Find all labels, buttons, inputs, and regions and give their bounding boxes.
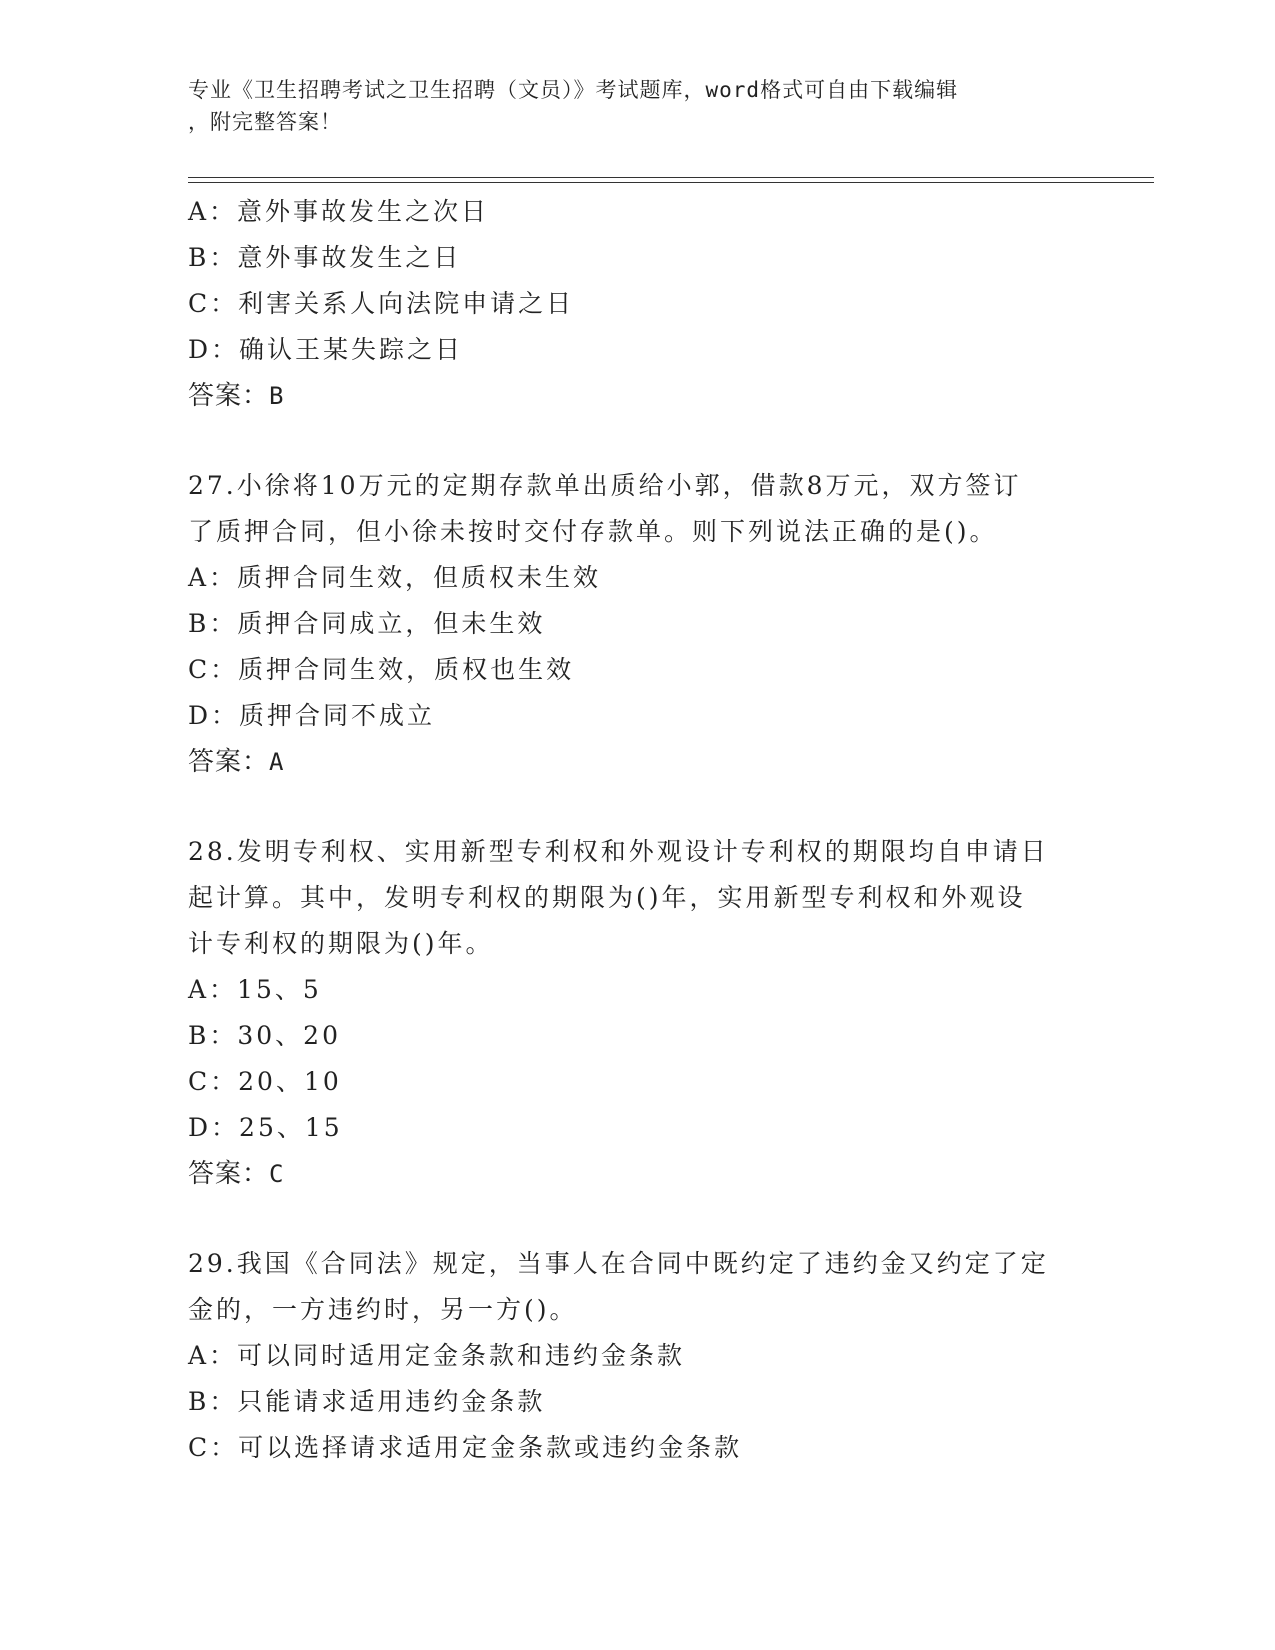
question-spacer xyxy=(188,785,1088,829)
option-d: D：25、15 xyxy=(188,1113,343,1142)
answer-value: B xyxy=(269,382,284,410)
option-a: A：质押合同生效，但质权未生效 xyxy=(188,563,602,592)
question-stem-line: 27.小徐将10万元的定期存款单出质给小郭，借款8万元，双方签订 xyxy=(188,471,1022,500)
answer-label: 答案： xyxy=(188,381,270,411)
question-26 xyxy=(188,189,1088,419)
answer-label: 答案： xyxy=(188,747,270,777)
document-header xyxy=(188,74,1088,138)
option-c: C：利害关系人向法院申请之日 xyxy=(188,289,575,318)
option-c: C：可以选择请求适用定金条款或违约金条款 xyxy=(188,1433,743,1462)
question-29 xyxy=(188,1241,1088,1471)
question-stem-line: 29.我国《合同法》规定，当事人在合同中既约定了违约金又约定了定 xyxy=(188,1249,1049,1278)
question-28 xyxy=(188,829,1088,1197)
option-a: A：15、5 xyxy=(188,975,322,1004)
option-d: D：确认王某失踪之日 xyxy=(188,335,464,364)
question-stem-line: 计专利权的期限为()年。 xyxy=(188,929,494,958)
answer-line xyxy=(188,1151,1088,1197)
answer-line xyxy=(188,739,1088,785)
question-stem-line: 起计算。其中，发明专利权的期限为()年，实用新型专利权和外观设 xyxy=(188,883,1026,912)
option-b: B：30、20 xyxy=(188,1021,341,1050)
header-divider-top xyxy=(188,177,1154,178)
option-b: B：只能请求适用违约金条款 xyxy=(188,1387,546,1416)
answer-value: C xyxy=(269,1160,284,1188)
answer-label: 答案： xyxy=(188,1159,270,1189)
header-line-2: ，附完整答案！ xyxy=(188,110,342,134)
question-spacer xyxy=(188,1197,1088,1241)
option-a: A：可以同时适用定金条款和违约金条款 xyxy=(188,1341,686,1370)
question-list xyxy=(188,189,1088,1471)
header-line-1: 专业《卫生招聘考试之卫生招聘（文员）》考试题库，word格式可自由下载编辑 xyxy=(188,78,959,102)
question-stem-line: 金的，一方违约时，另一方()。 xyxy=(188,1295,578,1324)
option-c: C：质押合同生效，质权也生效 xyxy=(188,655,575,684)
option-c: C：20、10 xyxy=(188,1067,342,1096)
header-divider-bottom xyxy=(188,182,1154,183)
option-d: D：质押合同不成立 xyxy=(188,701,436,730)
question-spacer xyxy=(188,419,1088,463)
question-stem-line: 28.发明专利权、实用新型专利权和外观设计专利权的期限均自申请日 xyxy=(188,837,1049,866)
option-b: B：质押合同成立，但未生效 xyxy=(188,609,546,638)
answer-line xyxy=(188,373,1088,419)
option-b: B：意外事故发生之日 xyxy=(188,243,462,272)
answer-value: A xyxy=(269,748,284,776)
question-stem-line: 了质押合同，但小徐未按时交付存款单。则下列说法正确的是()。 xyxy=(188,517,998,546)
option-a: A：意外事故发生之次日 xyxy=(188,197,490,226)
question-27 xyxy=(188,463,1088,785)
